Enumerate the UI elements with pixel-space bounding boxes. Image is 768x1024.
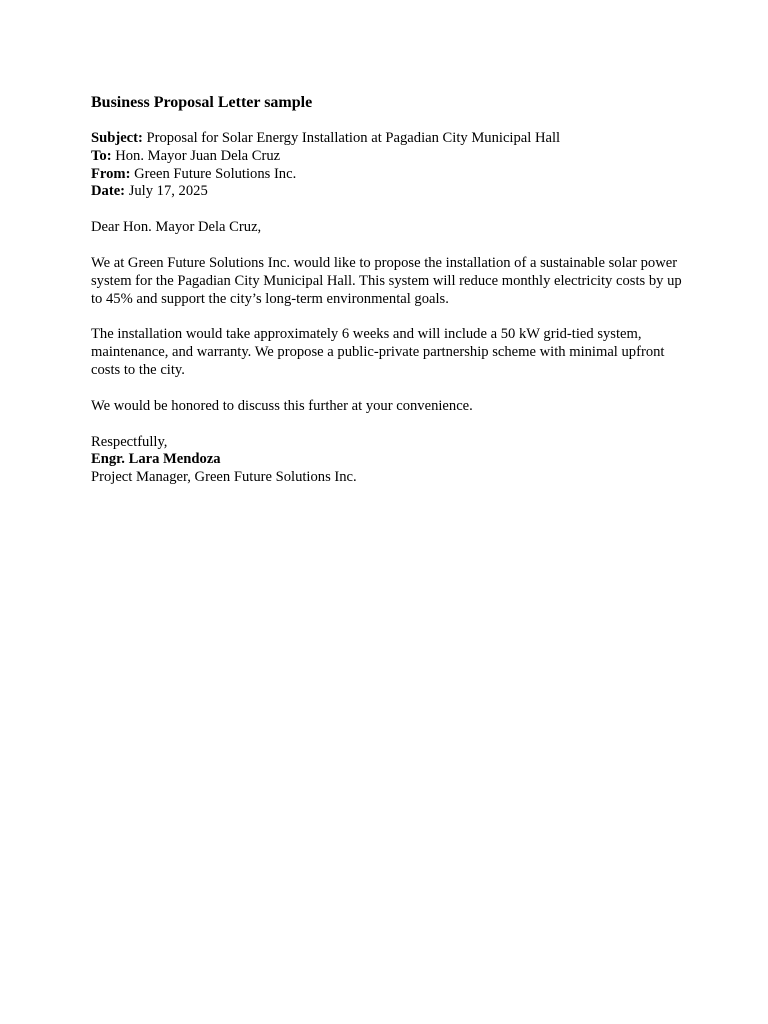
letter-header <box>91 130 691 201</box>
body-paragraph: We at Green Future Solutions Inc. would like to propose the installation of a sustainable solar power system for the Pagadian City Municipal Hall. This system will reduce monthly electricity costs by up to 45% and support the city’s long-term environmental goals. <box>91 254 682 307</box>
date-line <box>91 183 691 201</box>
subject-line <box>91 130 691 148</box>
letter-body <box>91 93 691 487</box>
signer-title: Project Manager, Green Future Solutions Inc. <box>91 469 357 486</box>
salutation: Dear Hon. Mayor Dela Cruz, <box>91 219 262 236</box>
subject-label: Subject: <box>91 130 143 146</box>
to-value: Hon. Mayor Juan Dela Cruz <box>111 147 281 164</box>
document-title: Business Proposal Letter sample <box>91 94 313 111</box>
subject-value: Proposal for Solar Energy Installation at Pagadian City Municipal Hall <box>142 130 561 146</box>
from-label: From: <box>91 165 131 182</box>
body-paragraph: We would be honored to discuss this further at your convenience. <box>91 397 473 414</box>
to-label: To: <box>91 147 112 164</box>
to-line <box>91 148 691 166</box>
date-value: July 17, 2025 <box>125 183 208 200</box>
from-line <box>91 166 691 184</box>
valediction: Respectfully, <box>91 433 168 450</box>
letter-closing <box>91 434 691 487</box>
signer-name: Engr. Lara Mendoza <box>91 451 221 468</box>
from-value: Green Future Solutions Inc. <box>130 165 297 182</box>
body-paragraph: The installation would take approximately 6 weeks and will include a 50 kW grid-tied system, maintenance, and warranty. We propose a public-private partnership scheme with minimal upfront costs to the city. <box>91 326 665 378</box>
date-label: Date: <box>91 183 126 200</box>
